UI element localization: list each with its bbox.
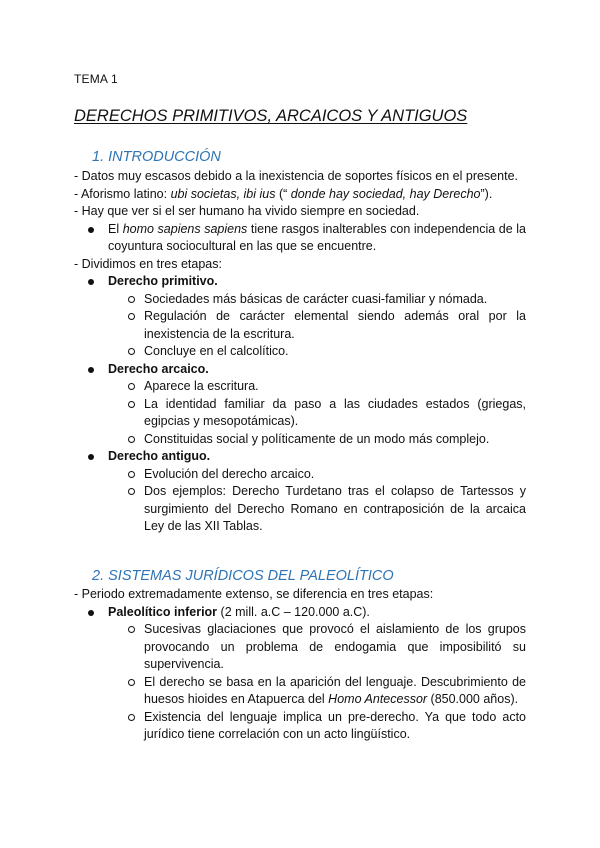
stage-bullet [74, 361, 526, 379]
stage-label: Derecho arcaico. [108, 361, 209, 376]
bullet-circle-icon [128, 674, 135, 692]
bullet-circle-icon [128, 709, 135, 727]
section-body-introduccion [74, 168, 526, 536]
paragraph: - Datos muy escasos debido a la inexistencia de soportes físicos en el presente. [74, 169, 518, 183]
section-heading-introduccion: 1. INTRODUCCIÓN [92, 149, 221, 165]
stage-label: Paleolítico inferior [108, 604, 218, 619]
paragraph: - Hay que ver si el ser humano ha vivido siempre en sociedad. [74, 204, 420, 218]
sub-bullet-item: El derecho se basa en la aparición del lenguaje. Descubrimiento de huesos hioides en Atapuerca del Homo Antecessor (850.000 años). [74, 674, 526, 709]
stage-bullet [74, 448, 526, 466]
stage-dates: (2 mill. a.C – 120.000 a.C). [217, 604, 370, 619]
species-name: Homo Antecessor [328, 692, 428, 706]
sub-bullet-item: Dos ejemplos: Derecho Turdetano tras el colapso de Tartessos y surgimiento del Derecho Romano en contraposición de la arcaica Ley de las XII Tablas. [74, 483, 526, 536]
species-name: homo sapiens sapiens [122, 221, 248, 236]
bullet-item: El homo sapiens sapiens tiene rasgos inalterables con independencia de la coyuntura sociocultural en las que se encuentre. [74, 221, 526, 256]
topic-label: TEMA 1 [74, 72, 118, 86]
bullet-circle-icon [128, 466, 135, 484]
section-heading-sistemas-juridicos: 2. SISTEMAS JURÍDICOS DEL PALEOLÍTICO [92, 568, 394, 584]
sub-bullet-item: Existencia del lenguaje implica un pre-derecho. Ya que todo acto jurídico tiene correlación con un acto lingüístico. [74, 709, 526, 744]
document-title: DERECHOS PRIMITIVOS, ARCAICOS Y ANTIGUOS [74, 107, 468, 125]
paragraph-aphorism: - Aforismo latino: ubi societas, ibi ius (“ donde hay sociedad, hay Derecho”). [74, 186, 493, 201]
bullet-circle-icon [128, 308, 135, 326]
bullet-dot-icon [88, 221, 94, 239]
translation-phrase: donde hay sociedad, hay Derecho [290, 186, 481, 201]
stage-bullet [74, 604, 526, 622]
bullet-circle-icon [128, 291, 135, 309]
bullet-dot-icon [88, 448, 94, 466]
bullet-circle-icon [128, 378, 135, 396]
stage-label: Derecho antiguo. [108, 449, 211, 463]
bullet-dot-icon [88, 604, 94, 622]
bullet-circle-icon [128, 396, 135, 414]
sub-bullet-item: Constituidas social y políticamente de un modo más complejo. [74, 431, 526, 449]
sub-bullet-item: Sucesivas glaciaciones que provocó el aislamiento de los grupos provocando un problema de endogamia que imposibilitó su supervivencia. [74, 621, 526, 674]
sub-bullet-item: Sociedades más básicas de carácter cuasi-familiar y nómada. [74, 291, 526, 309]
sub-bullet-item: Concluye en el calcolítico. [74, 343, 526, 361]
bullet-dot-icon [88, 273, 94, 291]
bullet-circle-icon [128, 343, 135, 361]
sub-bullet-item: Aparece la escritura. [74, 378, 526, 396]
bullet-dot-icon [88, 361, 94, 379]
bullet-circle-icon [128, 483, 135, 501]
stage-label: Derecho primitivo. [108, 274, 218, 288]
sub-bullet-item: Evolución del derecho arcaico. [74, 466, 526, 484]
paragraph: - Periodo extremadamente extenso, se diferencia en tres etapas: [74, 587, 434, 601]
sub-bullet-item: La identidad familiar da paso a las ciudades estados (griegas, egipcias y mesopotámicas). [74, 396, 526, 431]
sub-bullet-item: Regulación de carácter elemental siendo además oral por la inexistencia de la escritura. [74, 308, 526, 343]
bullet-circle-icon [128, 431, 135, 449]
bullet-circle-icon [128, 621, 135, 639]
section-body-sistemas-juridicos [74, 586, 526, 744]
latin-phrase: ubi societas, ibi ius [170, 186, 276, 201]
paragraph: - Dividimos en tres etapas: [74, 256, 222, 271]
stage-bullet [74, 273, 526, 291]
